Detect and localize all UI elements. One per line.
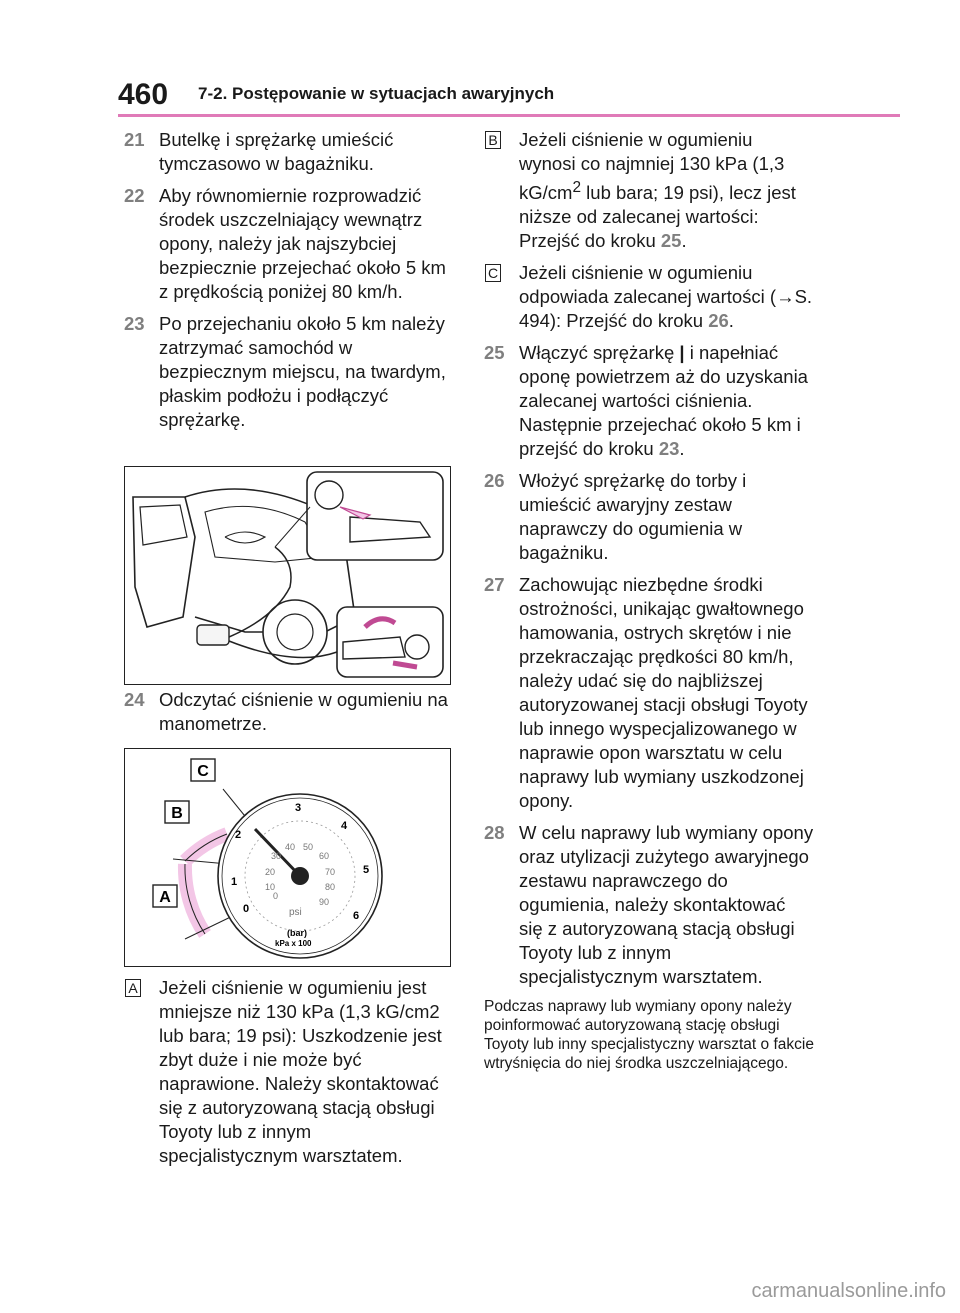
pressure-gauge-illustration	[124, 748, 451, 967]
step-text: Zachowując niezbędne środki ostrożności, unikając gwałtownego hamowania, ostrych skrętów i nie przekraczając prędkości 80 km/h, należy udać się do najbliższej autoryzowanej stacji obsługi Toyoty lub innego wyspecjalizowanego w naprawie opon warsztatu w celu naprawy lub wymiany uszkodzonej opony.	[519, 574, 808, 812]
page-header	[118, 78, 900, 116]
step-reference: 23	[658, 438, 680, 460]
step-text: Butelkę i sprężarkę umieścić tymczasowo w bagażniku.	[159, 129, 394, 174]
step-25	[484, 341, 814, 461]
step-number: 21	[124, 129, 145, 150]
step-number: 24	[124, 689, 145, 710]
header-rule	[118, 114, 900, 117]
punctuation: .	[728, 310, 734, 332]
page-number: 460	[118, 78, 169, 111]
psi-tick: 20	[265, 867, 276, 877]
switch-on-symbol: |	[679, 342, 685, 364]
step-text: Włożyć sprężarkę do torby i umieścić awaryjny zestaw naprawczy do ogumienia w bagażniku.	[519, 470, 747, 564]
bar-tick: 3	[295, 802, 302, 814]
psi-unit: psi	[289, 907, 302, 918]
step-number: 26	[484, 470, 505, 492]
step-text: Włączyć sprężarkę	[519, 342, 680, 364]
bar-unit: (bar)	[287, 928, 307, 938]
condition-text: Jeżeli ciśnienie w ogumieniu jest mniejsze niż 130 kPa (1,3 kG/cm2 lub bara; 19 psi): Uszkodzenie jest zbyt duże i nie może być naprawione. Należy skontaktować się z autoryzowaną stacją obsługi Toyoty lub z innym specjalistycznym warsztatem.	[159, 977, 442, 1166]
condition-c	[484, 261, 814, 333]
step-26	[484, 469, 814, 565]
step-text: Aby równomiernie rozprowadzić środek uszczelniający wewnątrz opony, należy jak najszybciej bezpiecznie przejechać około 5 km z prędkością poniżej 80 km/h.	[159, 185, 446, 302]
condition-text: Jeżeli ciśnienie w ogumieniu wynosi co najmniej 130 kPa (1,3 kG/cm	[519, 129, 785, 204]
box-label-b: B	[485, 131, 501, 149]
step-23	[124, 312, 454, 432]
step-number: 25	[484, 342, 505, 364]
label-c: C	[197, 763, 209, 780]
step-22	[124, 184, 454, 304]
punctuation: .	[679, 438, 685, 460]
bar-tick: 4	[341, 820, 348, 832]
step-number: 22	[124, 185, 145, 206]
compressor-connection-illustration	[124, 466, 451, 685]
step-number: 27	[484, 574, 505, 596]
psi-tick: 90	[319, 897, 330, 907]
watermark: carmanualsonline.info	[751, 1280, 946, 1302]
psi-tick: 10	[265, 882, 276, 892]
left-column-top	[124, 128, 454, 440]
step-text: i napełniać oponę powietrzem aż do uzyskania zalecanej wartości ciśnienia. Następnie przejechać około 5 km i przejść do kroku	[519, 342, 808, 460]
step-21	[124, 128, 454, 176]
superscript: 2	[572, 179, 582, 196]
psi-tick: 40	[285, 842, 296, 852]
psi-tick: 60	[319, 851, 330, 861]
left-column-step24	[124, 688, 454, 744]
condition-b	[484, 128, 814, 253]
kpa-unit: kPa x 100	[275, 939, 312, 948]
psi-tick: 80	[325, 882, 336, 892]
step-text: Po przejechaniu około 5 km należy zatrzymać samochód w bezpiecznym miejscu, na twardym, płaskim podłożu i podłączyć sprężarkę.	[159, 313, 446, 430]
step-27	[484, 573, 814, 813]
step-number: 28	[484, 822, 505, 844]
psi-tick: 50	[303, 842, 314, 852]
condition-text: Jeżeli ciśnienie w ogumieniu odpowiada zalecanej wartości (	[519, 262, 777, 308]
label-b: B	[171, 805, 183, 822]
condition-text: S. 494): Przejść do kroku	[519, 286, 813, 332]
bar-tick: 1	[231, 876, 238, 888]
repair-note: Podczas naprawy lub wymiany opony należy poinformować autoryzowaną stację obsługi Toyoty lub inny specjalistyczny warsztat o fakcie wtryśnięcia do niej środka uszczelniającego.	[484, 998, 814, 1073]
psi-tick: 0	[273, 891, 279, 901]
condition-a	[124, 976, 454, 1168]
box-label-c: C	[485, 264, 501, 282]
step-24	[124, 688, 454, 736]
page-ref-arrow: →	[776, 286, 795, 308]
label-a: A	[159, 889, 171, 906]
car-compressor-drawing	[125, 467, 450, 684]
step-reference: 26	[708, 310, 729, 332]
box-label-a: A	[125, 979, 141, 997]
psi-tick: 70	[325, 867, 336, 877]
right-column	[484, 128, 814, 1073]
step-text: W celu naprawy lub wymiany opony oraz utylizacji zużytego awaryjnego zestawu naprawczego do ogumienia, należy skontaktować się z autoryzowaną stacją obsługi Toyoty lub z innym specjalistycznym warsztatem.	[519, 822, 814, 988]
bar-tick: 5	[363, 864, 370, 876]
step-number: 23	[124, 313, 145, 334]
step-text: Odczytać ciśnienie w ogumieniu na manometrze.	[159, 689, 448, 734]
left-column-bottom	[124, 976, 454, 1176]
section-title: 7-2. Postępowanie w sytuacjach awaryjnych	[198, 84, 555, 103]
punctuation: .	[681, 230, 687, 252]
bar-tick: 6	[353, 910, 360, 922]
psi-tick: 30	[271, 851, 282, 861]
bar-tick: 2	[235, 829, 242, 841]
step-28	[484, 821, 814, 989]
gauge-drawing	[125, 749, 450, 966]
bar-tick: 0	[243, 903, 250, 915]
step-reference: 25	[660, 230, 682, 252]
condition-text: lub bara; 19 psi), lecz jest niższe od zalecanej wartości: Przejść do kroku	[519, 182, 796, 252]
